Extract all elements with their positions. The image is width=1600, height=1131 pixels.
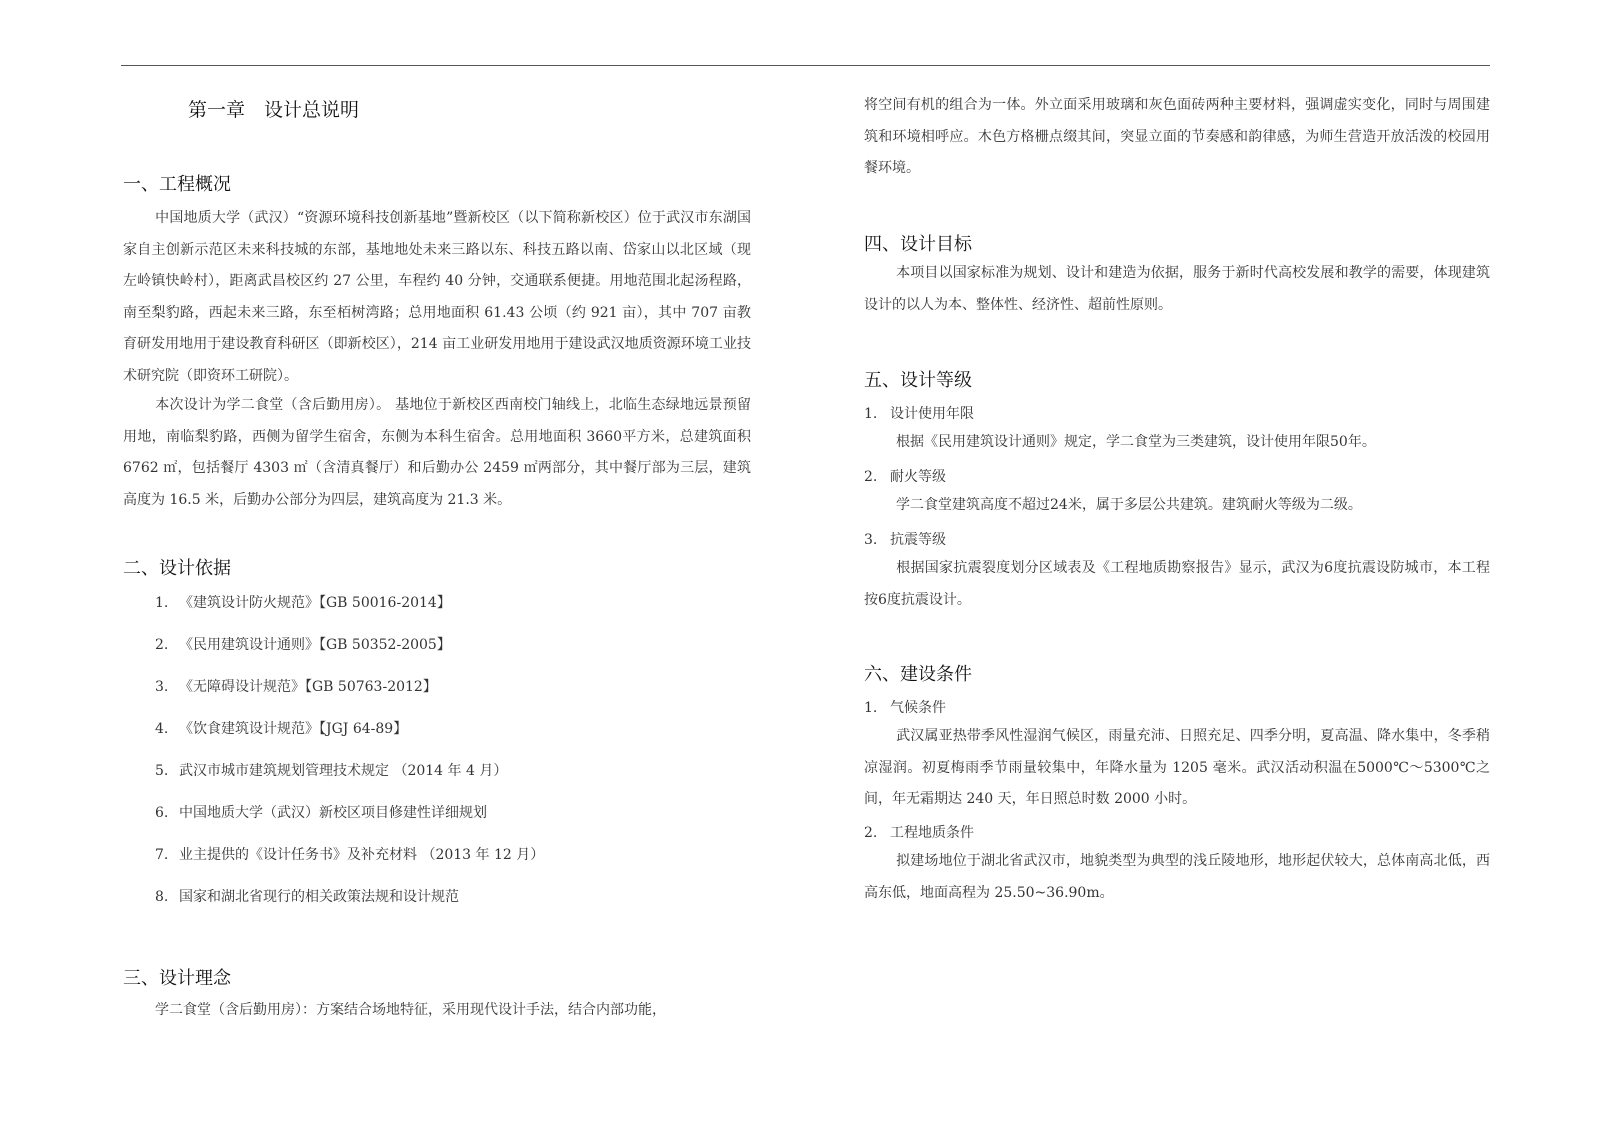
basis-item: 7. 业主提供的《设计任务书》及补充材料 （2013 年 12 月） — [155, 847, 545, 863]
basis-item: 2. 《民用建筑设计通则》【GB 50352-2005】 — [155, 637, 451, 653]
section-heading-grade: 五、设计等级 — [864, 370, 972, 391]
section-heading-overview: 一、工程概况 — [123, 174, 231, 195]
basis-item: 1. 《建筑设计防火规范》【GB 50016-2014】 — [155, 595, 451, 611]
basis-item: 6. 中国地质大学（武汉）新校区项目修建性详细规划 — [155, 805, 487, 821]
basis-item: 5. 武汉市城市建筑规划管理技术规定 （2014 年 4 月） — [155, 763, 508, 779]
conditions-paragraph: 拟建场地位于湖北省武汉市，地貌类型为典型的浅丘陵地形，地形起伏较大，总体南高北低，西高东低，地面高程为 25.50~36.90m。 — [864, 853, 1490, 901]
conditions-paragraph: 武汉属亚热带季风性湿润气候区，雨量充沛、日照充足、四季分明，夏高温、降水集中，冬季稍凉湿润。初夏梅雨季节雨量较集中，年降水量为 1205 毫米。武汉活动积温在5000℃～5300℃之间，年无霜期达 240 天，年日照总时数 2000 小时。 — [864, 728, 1490, 807]
section-heading-conditions: 六、建设条件 — [864, 664, 972, 685]
section-heading-concept: 三、设计理念 — [123, 968, 231, 989]
conditions-subheading: 1. 气候条件 — [864, 700, 946, 716]
basis-item: 3. 《无障碍设计规范》【GB 50763-2012】 — [155, 679, 437, 695]
grade-paragraph: 根据《民用建筑设计通则》规定，学二食堂为三类建筑，设计使用年限50年。 — [896, 434, 1376, 450]
conditions-subheading: 2. 工程地质条件 — [864, 825, 974, 841]
grade-subheading: 3. 抗震等级 — [864, 532, 946, 548]
concept-paragraph: 学二食堂（含后勤用房）：方案结合场地特征，采用现代设计手法，结合内部功能， — [155, 1002, 666, 1018]
overview-paragraph-1: 中国地质大学（武汉）“资源环境科技创新基地”暨新校区（以下简称新校区）位于武汉市东湖国家自主创新示范区未来科技城的东部，基地地处未来三路以东、科技五路以南、岱家山以北区域（现左岭镇快岭村），距离武昌校区约 27 公里，车程约 40 分钟，交通联系便捷。用地范围北起汤程路，南至梨豹路，西起未来三路，东至栢树湾路；总用地面积 61.43 公顷（约 921 亩），其中 707 亩教育研发用地用于建设教育科研区（即新校区），214 亩工业研发用地用于建设武汉地质资源环境工业技术研究院（即资环工研院）。 — [123, 210, 751, 384]
concept-paragraph-continued: 将空间有机的组合为一体。外立面采用玻璃和灰色面砖两种主要材料，强调虚实变化，同时与周围建筑和环境相呼应。木色方格栅点缀其间，突显立面的节奏感和韵律感，为师生营造开放活泼的校园用餐环境。 — [864, 97, 1490, 176]
top-rule — [121, 65, 1490, 66]
grade-paragraph: 学二食堂建筑高度不超过24米，属于多层公共建筑。建筑耐火等级为二级。 — [896, 497, 1362, 513]
basis-item: 4. 《饮食建筑设计规范》【JGJ 64-89】 — [155, 721, 408, 737]
section-heading-goals: 四、设计目标 — [864, 234, 972, 255]
goals-paragraph: 本项目以国家标准为规划、设计和建造为依据，服务于新时代高校发展和教学的需要，体现建筑设计的以人为本、整体性、经济性、超前性原则。 — [864, 265, 1490, 313]
overview-paragraph-2: 本次设计为学二食堂（含后勤用房）。 基地位于新校区西南校门轴线上，北临生态绿地远景预留用地，南临梨豹路，西侧为留学生宿舍，东侧为本科生宿舍。总用地面积 3660平方米，总建筑面积 6762 ㎡，包括餐厅 4303 ㎡（含清真餐厅）和后勤办公 2459 ㎡两部分，其中餐厅部为三层，建筑高度为 16.5 米，后勤办公部分为四层，建筑高度为 21.3 米。 — [123, 397, 751, 508]
grade-subheading: 1. 设计使用年限 — [864, 406, 974, 422]
grade-paragraph: 根据国家抗震裂度划分区域表及《工程地质勘察报告》显示，武汉为6度抗震设防城市，本工程按6度抗震设计。 — [864, 560, 1490, 608]
section-heading-basis: 二、设计依据 — [123, 558, 231, 579]
chapter-title: 第一章 设计总说明 — [188, 99, 360, 121]
grade-subheading: 2. 耐火等级 — [864, 469, 946, 485]
basis-item: 8. 国家和湖北省现行的相关政策法规和设计规范 — [155, 889, 459, 905]
